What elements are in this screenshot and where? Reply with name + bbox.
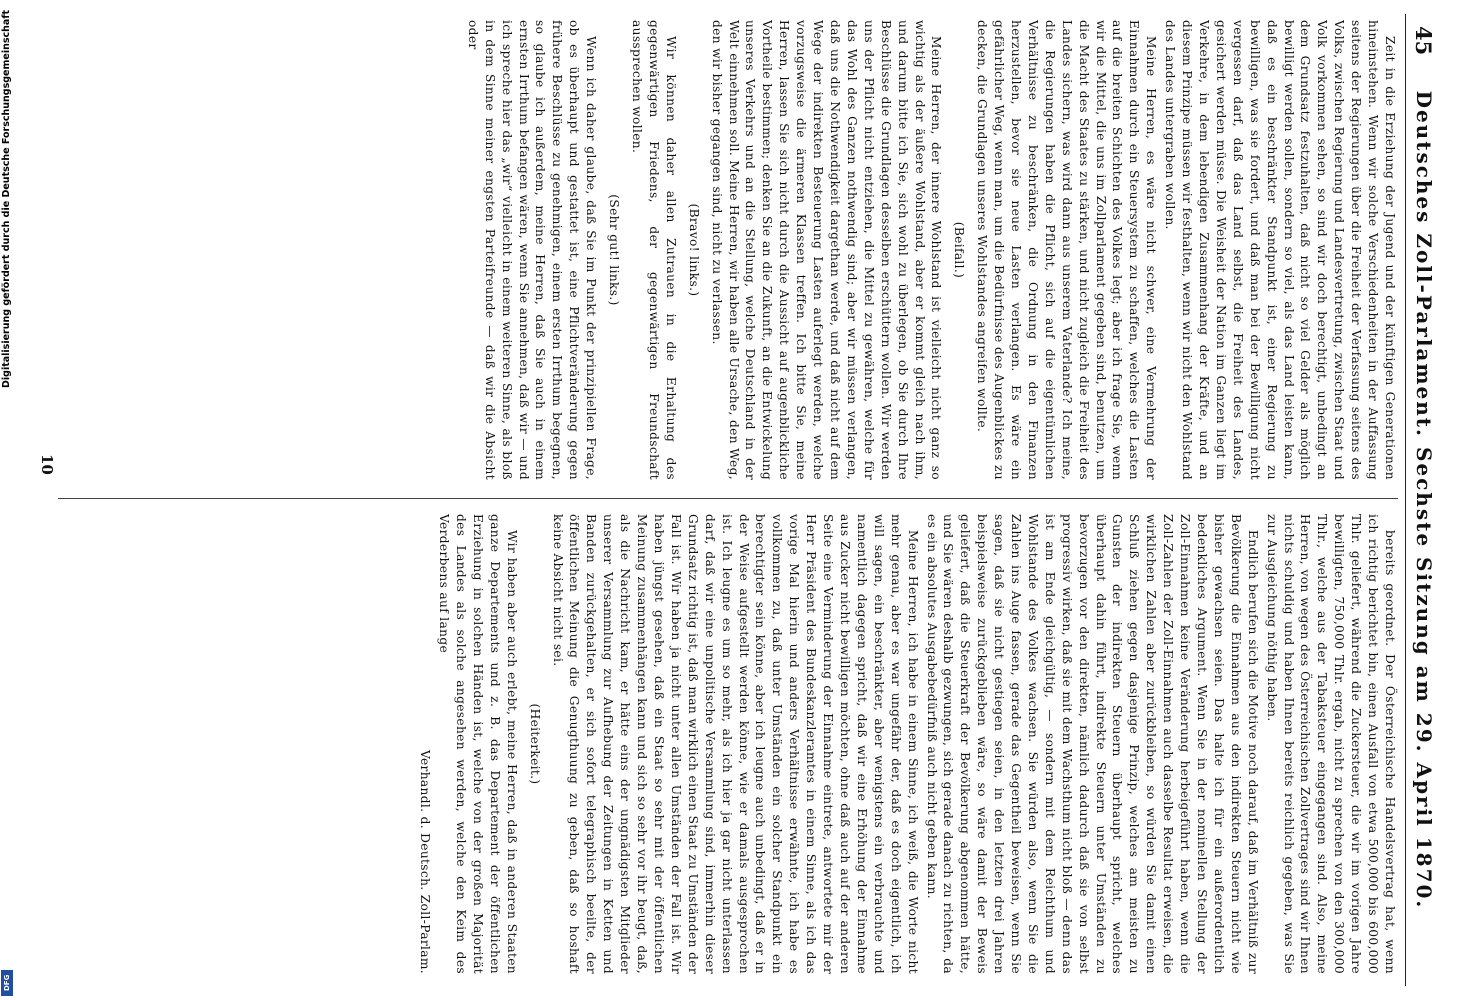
stage-direction: (Bravo! links.) bbox=[686, 203, 701, 297]
digitization-credit-text: Digitalisierung gefördert durch die Deutsche Forschungsgemeinschaft bbox=[1, 10, 12, 388]
text-paragraph: Endlich berufen sich die Motive noch darauf, daß im Verhältniß zur Bevölkerung die Einnahmen aus den indirekten Steuern nicht wie bisher gewachsen seien. Das halte ich für ein außerordentlich bedenkliches Argument. Wenn Sie in der nominellen Stellung der Zoll-Einnahmen keine Veränderung herbeigeführt haben, wenn die Zoll-Zahlen der Zoll-Einnahmen auch dasselbe Resultat erweisen, die wirklichen Zahlen aber zurückbleiben, so würden Sie damit einen Schluß ziehen gegen dasjenige Prinzip, welches am meisten zu Gunsten der indirekten Steuern überhaupt spricht, welches überhaupt dahin führt, indirekte Steuern unter Umständen zu bevorzugen vor den direkten, nämlich dadurch daß sie von selbst progressiv wirken, daß sie mit dem Wachsthum nicht bloß — denn das ist am Ende gleichgültig, — sondern mit dem Reichthum und Wohlstande des Volkes wachsen. Sie würden also, wenn Sie die Zahlen ins Auge fassen, gerade das Gegentheil beweisen, wenn Sie sagen, daß sie nicht gestiegen seien, in den letzten drei Jahren beispielsweise zurückgeblieben wäre, so wäre damit der Beweis geliefert, daß die Steuerkraft der Bevölkerung abgenommen hätte, und Sie wären deshalb gezwungen, sich gerade danach zu richten, da es ein absolutes Ausgabebedürfniß auch nicht geben kann. bbox=[924, 514, 1260, 974]
scanned-page bbox=[40, 14, 1440, 986]
running-title: Deutsches Zoll-Parlament. Sechste Sitzung am 29. April 1870. bbox=[1412, 90, 1436, 910]
scanned-page-viewport bbox=[30, 4, 1450, 996]
column-divider bbox=[58, 498, 1398, 499]
text-paragraph: bereits geordnet. Der Österreichische Handelsvertrag hat, wenn ich richtig berichtet bin, einen Ausfall von etwa 500,000 bis 600,000 Thlr. geliefert, während die Zuckersteuer, die wir im vorigen Jahre bewilligten, 750,000 Thlr. ergab, nicht zu sprechen von den 300,000 Thlr., welche aus der Tabaksteuer eingegangen sind. Also, meine Herren, von wegen des Österreichischen Zollvertrages sind wir Ihnen nichts schuldig und haben Ihnen bereits reichlich gegeben, was Sie zur Ausgleichung nöthig haben. bbox=[1264, 514, 1397, 974]
sheet-number: 10 bbox=[38, 454, 56, 475]
text-paragraph: Zeit in die Erziehung der Jugend und der künftigen Generationen hineinstehen. Wenn wir solche Verschiedenheiten in der Auffassung seitens der Regierungen über die Freiheit der Verfassung seitens des Volks, zwischen Regierung und Landesvertretung, zwischen Staat und Volk vorkommen sehen, so sind wir doch berechtigt, unbedingt an dem Grundsatz festzuhalten, daß nicht so viel Gelder als möglich bewilligt werden sollen, sondern so viel, als das Land leisten kann, daß es ein beschränkter Standpunkt ist, einer Regierung zu bewilligen, was sie fordert, und daß man bei der Bewilligung nicht vergessen darf, daß das Land selbst, die Freiheit des Landes, gesichert werden müsse. Die Weisheit der Nation im Ganzen liegt im Verkehre, in dem lebendigen Zusammenhang der Kräfte, und an diesem Prinzipe müssen wir festhalten, wenn wir nicht den Wohlstand des Landes untergraben wollen. bbox=[1163, 20, 1397, 480]
stage-direction: (Heiterkeit.) bbox=[527, 703, 542, 785]
digitization-credit bbox=[0, 0, 14, 1000]
text-paragraph: Meine Herren, ich habe in einem Sinne, ich weiß, die Worte nicht mehr genau, aber es war ungefähr der, daß es doch eigentlich, ich will sagen, ein beschränkter, aber wenigstens ein verbrauchte und namentlich dagegen spricht, daß wir eine Erhöhung der Einnahme aus Zucker nicht bewilligen möchten, ohne daß auch auf der anderen Seite eine Verminderung der Einnahme eintrete, antwortete mir der Herr Präsident des Bundeskanzleramtes in einem Sinne, als ich das vorige Mal hierin und anders Verhältnisse erwähnte, ich habe es vollkommen zu, daß unter Umständen ein solcher Standpunkt ein berechtigter sein könne, aber ich leugne auch unbedingt, daß er in der Weise aufgestellt werden könne, wie er damals ausgesprochen ist. Ich leugne es um so mehr, als ich hier ja gar nicht unterlassen darf, daß wir eine unpolitische Versammlung sind, immerhin dieser Grundsatz richtig ist, daß man wirklich einen Staat zu Umständen der Fall ist. Wir haben ja nicht unter allen Umständen der Fall ist. Wir haben jüngst gesehen, daß ein Staat so sehr mit der öffentlichen Meinung zusammenhängen kann und sich so sehr vor ihr beugt, daß, als die Nachricht kam, er hätte eins der ungnädigsten Mitglieder unserer Versammlung zur Aufhebung der Zeitungen in Ketten und Banden zurückgehalten, er sich sofort telegraphisch beeilte, der öffentlichen Meinung die Genugthuung zu geben, daß so hoshaft keine Absicht nicht sei. bbox=[550, 514, 920, 974]
page-number: 45 bbox=[1411, 26, 1436, 56]
stage-direction: (Sehr gut! links.) bbox=[607, 194, 622, 306]
text-paragraph: Wir können daher allen Zutrauen in die Erhaltung des gegenwärtigen Friedens, der gegenwärtigen Freundschaft aussprechen wollen. bbox=[630, 20, 678, 480]
text-paragraph: Meine Herren, es wäre nicht schwer, eine Vermehrung der Einnahmen durch ein Steuersystem zu schaffen, welches die Lasten auf die breiten Schichten des Volkes legt; aber ich frage Sie, wenn wir die Mittel, die uns im Zollparlament gegeben sind, benutzen, um die Macht des Staates zu stärken, und nicht zugleich die Freiheit des Landes sichern, was wird dann aus unserem Vaterlande? Ich meine, die Regierungen haben die Pflicht, sich auf die eigentümlichen Verhältnisse zu beschränken, die Ordnung in den Finanzen herzustellen, bevor sie neue Lasten verlangen. Es wäre ein gefährlicher Weg, wenn man, um die Bedürfnisse des Augenblickes zu decken, die Grundlagen unseres Wohlstandes angreifen wollte. bbox=[975, 20, 1159, 480]
stage-direction: (Beifall.) bbox=[952, 221, 967, 279]
text-paragraph: Meine Herren, der innere Wohlstand ist vielleicht nicht ganz so wichtig als der äußere Wohlstand, aber er kommt gleich nach ihm, und darum bitte ich Sie, sich wohl zu überlegen, ob Sie durch Ihre Beschlüsse die Grundlagen desselben erschüttern wollen. Wir werden uns der Pflicht nicht entziehen, die Mittel zu gewähren, welche für das Wohl des Ganzen nothwendig sind; aber wir müssen verlangen, daß uns die Nothwendigkeit dargethan werde, und daß nicht auf dem Wege der indirekten Besteuerung Lasten auferlegt werden, welche vorzugsweise die ärmeren Klassen treffen. Ich bitte Sie, meine Herren, lassen Sie sich nicht durch die Aussicht auf augenblickliche Vortheile bestimmen; denken Sie an die Zukunft, an die Entwickelung unseres Verkehrs und an die Stellung, welche Deutschland in der Welt einnehmen soll. Meine Herren, wir haben alle Ursache, den Weg, den wir bisher gegangen sind, nicht zu verlassen. bbox=[709, 20, 944, 480]
sheet-signature: Verhandl. d. Deutsch. Zoll-Parlam. bbox=[418, 749, 433, 974]
dfg-logo-icon: DFG bbox=[1, 970, 13, 996]
text-paragraph: Wir haben aber auch erlebt, meine Herren, daß in anderen Staaten ganze Departements und z. B. das Departement der öffentlichen Erziehung in solchen Händen ist, welche von der großen Majorität des Landes als solche angesehen werden, welche den Keim des Verderbens auf lange bbox=[437, 514, 519, 974]
page-header bbox=[1405, 14, 1440, 986]
scan-sidebar bbox=[0, 0, 14, 1000]
text-paragraph: Wenn ich daher glaube, daß Sie im Punkt der prinzipiellen Frage, ob es überhaupt und gestattet ist, eine Pflichtveränderung gegen frühere Beschlüsse zu genehmigen, einem ersten Irrthum begegnen, so glaube ich außerdem, meine Herren, daß Sie auch in einem ernsten Irrthum befangen wären, wenn Sie annehmen, daß wir — und ich spreche hier das „wir“ vielleicht in einem weiteren Sinne, als bloß in dem Sinne meiner engsten Parteifreunde — daß wir die Absicht oder bbox=[465, 20, 599, 480]
left-text-column bbox=[58, 20, 1398, 480]
right-text-column bbox=[58, 514, 1398, 974]
